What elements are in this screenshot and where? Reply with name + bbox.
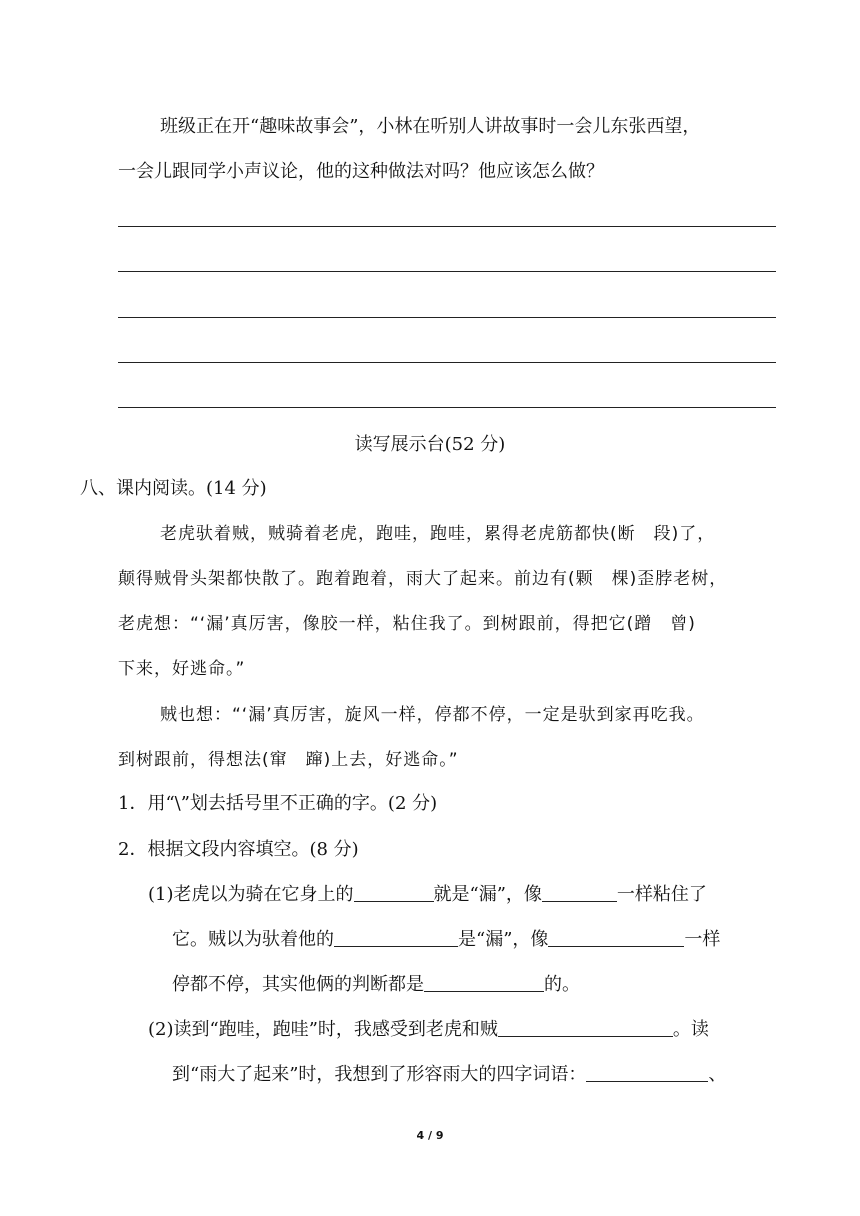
passage-text: 老虎想：“‘漏’真厉害，像胶一样，粘住我了。到树跟前，得把它(蹭 xyxy=(118,614,653,634)
answer-line-3 xyxy=(118,317,776,318)
fill-text: 是“漏”，像 xyxy=(458,929,549,950)
fill-blank[interactable] xyxy=(424,973,544,992)
passage-text: 曾) xyxy=(670,614,696,634)
fill-blank[interactable] xyxy=(586,1063,708,1082)
fill-blank[interactable] xyxy=(334,928,458,947)
passage-text: 老虎驮着贼，贼骑着老虎，跑哇，跑哇，累得老虎筋都快(断 xyxy=(160,524,636,544)
question-1: 1．用“\”划去括号里不正确的字。(2 分) xyxy=(118,793,438,814)
passage-text: 颠得贼骨头架都快散了。跑着跑着，雨大了起来。前边有(颗 xyxy=(118,569,594,589)
passage-p2-line-2 xyxy=(118,748,459,772)
fill-text: 。读 xyxy=(672,1019,709,1040)
question-2-1-line-2 xyxy=(172,928,720,952)
passage-text: 到树跟前，得想法(窜 xyxy=(118,750,288,770)
passage-p1-line-4: 下来，好逃命。” xyxy=(118,659,246,679)
question-2-2-line-2 xyxy=(172,1063,726,1087)
passage-p1-line-3 xyxy=(118,612,696,636)
question-2-1-line-1 xyxy=(148,883,707,907)
answer-line-5 xyxy=(118,407,776,408)
fill-text: (2)读到“跑哇，跑哇”时，我感受到老虎和贼 xyxy=(148,1019,498,1040)
answer-line-4 xyxy=(118,362,776,363)
fill-text: 的。 xyxy=(544,974,580,995)
fill-text: 一样粘住了 xyxy=(616,884,707,905)
answer-line-2 xyxy=(118,271,776,272)
fill-blank[interactable] xyxy=(354,883,434,902)
fill-text: 到“雨大了起来”时，我想到了形容雨大的四字词语： xyxy=(172,1064,587,1085)
question-line-1: 班级正在开“趣味故事会”，小林在听别人讲故事时一会儿东张西望， xyxy=(160,116,701,137)
passage-p1-line-1 xyxy=(160,522,715,546)
passage-text: 段)了， xyxy=(653,524,716,544)
fill-text: 停都不停，其实他俩的判断都是 xyxy=(172,974,424,995)
answer-line-1 xyxy=(118,226,776,227)
fill-blank[interactable] xyxy=(542,883,617,902)
passage-text: 蹿)上去，好逃命。” xyxy=(305,750,459,770)
question-line-2: 一会儿跟同学小声议论，他的这种做法对吗？他应该怎么做？ xyxy=(118,161,604,182)
passage-p1-line-2 xyxy=(118,567,727,591)
question-2-1-line-3 xyxy=(172,973,580,997)
part8-heading: 八、课内阅读。(14 分) xyxy=(80,478,267,499)
question-2-2-line-1 xyxy=(148,1018,709,1042)
section-title: 读写展示台(52 分) xyxy=(354,434,506,455)
page-number: 4 / 9 xyxy=(416,1129,444,1142)
fill-text: 、 xyxy=(708,1064,727,1085)
passage-text: 棵)歪脖老树， xyxy=(611,569,728,589)
fill-text: 它。贼以为驮着他的 xyxy=(172,929,334,950)
fill-text: (1)老虎以为骑在它身上的 xyxy=(148,884,354,905)
question-2: 2．根据文段内容填空。(8 分) xyxy=(118,839,359,860)
fill-text: 就是“漏”，像 xyxy=(433,884,542,905)
passage-p2-line-1: 贼也想：“‘漏’真厉害，旋风一样，停都不停，一定是驮到家再吃我。 xyxy=(160,705,705,725)
fill-blank[interactable] xyxy=(498,1018,673,1037)
fill-text: 一样 xyxy=(684,929,721,950)
fill-blank[interactable] xyxy=(548,928,684,947)
